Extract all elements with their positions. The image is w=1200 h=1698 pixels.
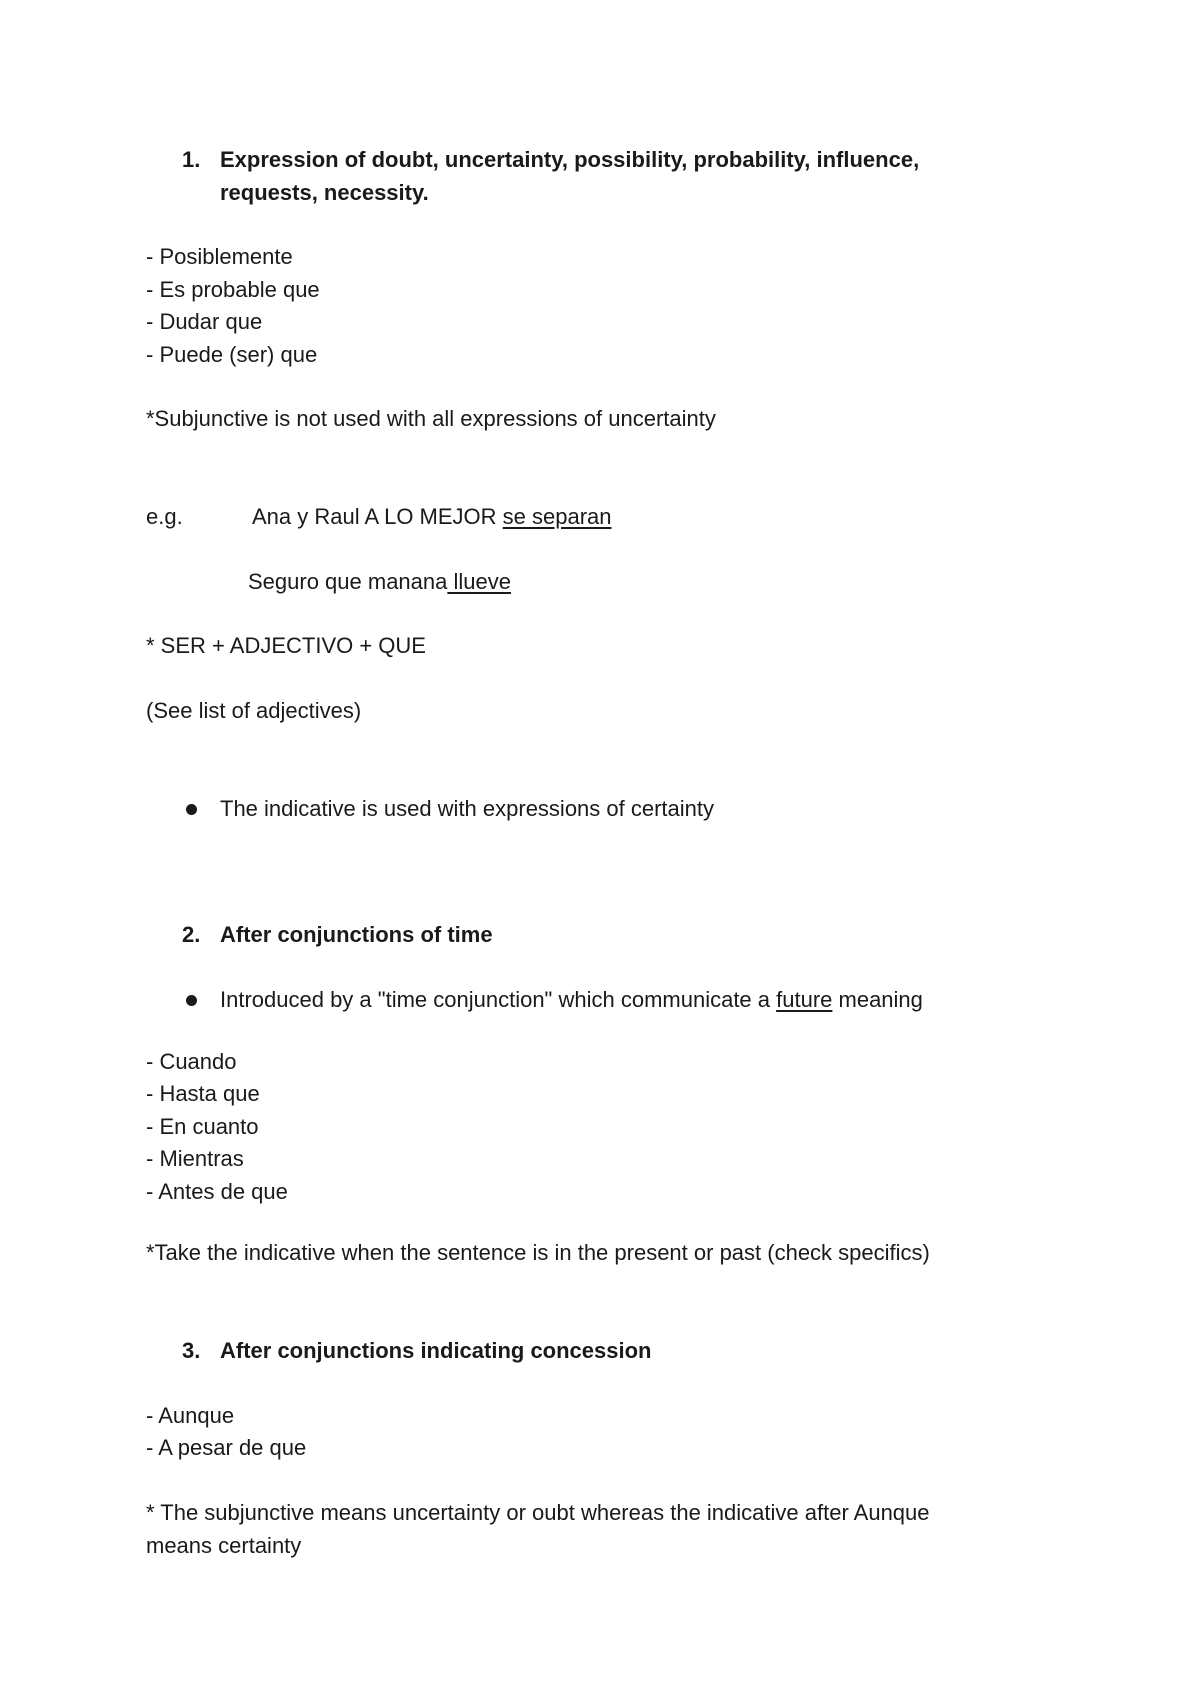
example-label: e.g. [146, 504, 183, 529]
indicative-note: *Take the indicative when the sentence is in the present or past (check specifics) [146, 1240, 930, 1265]
bullet-text [220, 984, 923, 1016]
example-2-text: Seguro que manana [248, 569, 448, 594]
list-item: - En cuanto [146, 1114, 259, 1139]
example-1-verb: se separan [502, 504, 612, 529]
see-list-note: (See list of adjectives) [146, 698, 362, 723]
bullet-text-end: meaning [832, 987, 923, 1012]
list-item: - Es probable que [146, 277, 320, 302]
list-item: - Dudar que [146, 309, 263, 334]
example-1-text: Ana y Raul A LO MEJOR [252, 504, 503, 529]
bullet-text: The indicative is used with expressions of certainty [220, 796, 715, 821]
section-3-heading: After conjunctions indicating concession [220, 1338, 652, 1363]
concession-note-cont: means certainty [146, 1533, 302, 1558]
list-item: - A pesar de que [146, 1435, 307, 1460]
section-3-number: 3. [182, 1338, 201, 1363]
list-item: - Aunque [146, 1403, 235, 1428]
section-2-heading: After conjunctions of time [220, 922, 493, 947]
section-1-heading-cont: requests, necessity. [220, 180, 429, 205]
list-item: - Antes de que [146, 1179, 288, 1204]
bullet-text-emphasis: future [776, 987, 833, 1012]
bullet-text-start: Introduced by a "time conjunction" which communicate a [220, 987, 777, 1012]
list-item: - Cuando [146, 1049, 237, 1074]
example-2-verb: llueve [447, 569, 511, 594]
section-1-heading: Expression of doubt, uncertainty, possibility, probability, influence, [220, 147, 920, 172]
list-item: - Puede (ser) que [146, 342, 318, 367]
bullet-dot-icon [186, 995, 197, 1006]
example-sentence-2 [248, 566, 511, 598]
bullet-dot-icon [186, 804, 197, 815]
list-item: - Mientras [146, 1146, 244, 1171]
concession-note: * The subjunctive means uncertainty or oubt whereas the indicative after Aunque [146, 1500, 930, 1525]
section-2-number: 2. [182, 922, 201, 947]
subjunctive-note: *Subjunctive is not used with all expressions of uncertainty [146, 406, 716, 431]
formula: * SER + ADJECTIVO + QUE [146, 633, 426, 658]
list-item: - Hasta que [146, 1081, 260, 1106]
example-sentence-1 [252, 501, 612, 533]
section-1-number: 1. [182, 147, 201, 172]
list-item: - Posiblemente [146, 244, 293, 269]
